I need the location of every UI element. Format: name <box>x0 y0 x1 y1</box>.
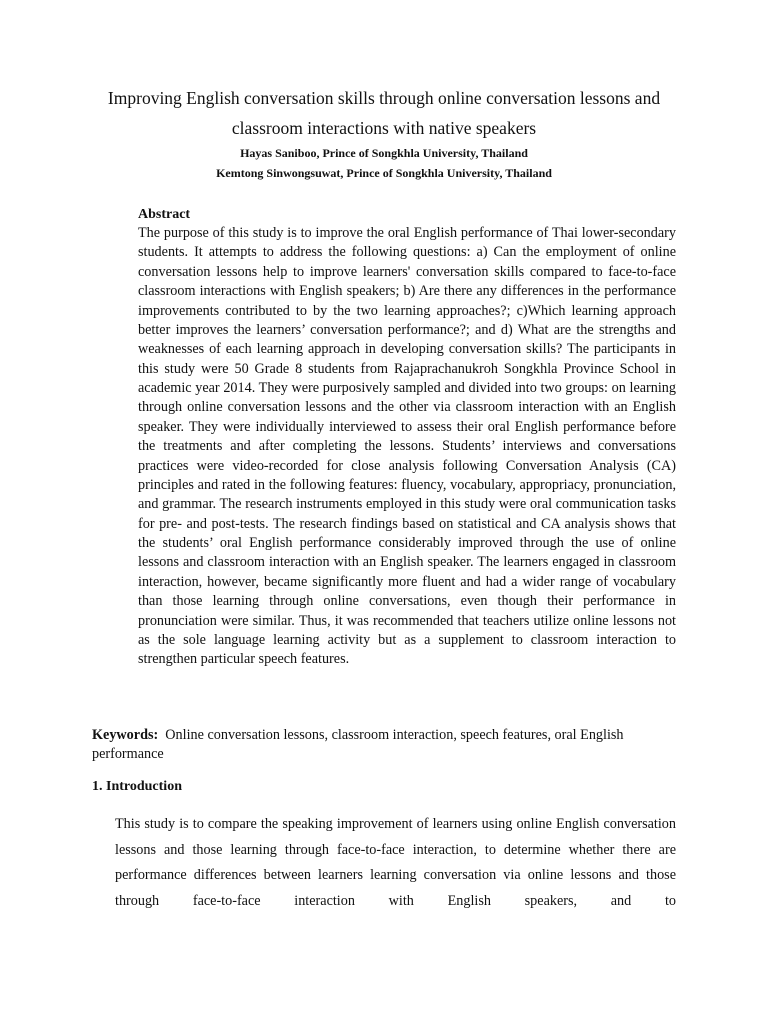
keywords-text: Online conversation lessons, classroom interaction, speech features, oral English performance <box>92 727 624 762</box>
keywords-label: Keywords: <box>92 727 159 743</box>
paper-title-line-2: classroom interactions with native speakers <box>231 118 537 138</box>
section-heading-introduction: 1. Introduction <box>92 779 182 794</box>
abstract-heading: Abstract <box>138 207 191 222</box>
introduction-text: This study is to compare the speaking improvement of learners using online English conversation lessons and those learning through face-to-face interaction, to determine whether there are performance differences between learners learning conversation via online lessons and those through face-to-face interaction with English speakers, and to <box>115 816 676 909</box>
author-2: Kemtong Sinwongsuwat, Prince of Songkhla University, Thailand <box>216 166 552 180</box>
abstract-text: The purpose of this study is to improve the oral English performance of Thai lower-secondary students. It attempts to address the following questions: a) Can the employment of online conversation lessons help to improve learners' conversation skills compared to face-to-face classroom interactions with English speakers; b) Are there any differences in the performance improvements contributed to by the two learning approaches?; c)Which learning approach better improves the learners’ conversation performance?; and d) What are the strengths and weaknesses of each learning approach in developing conversation skills? The participants in this study were 50 Grade 8 students from Rajaprachanukroh Songkhla Province School in academic year 2014. They were purposively sampled and divided into two groups: on learning through online conversation lessons and the other via classroom interaction with an English speaker. They were individually interviewed to assess their oral English performance before the treatments and after completing the lessons. Students’ interviews and conversations practices were video-recorded for close analysis following Conversation Analysis (CA) principles and rated in the following features: fluency, vocabulary, appropriacy, pronunciation, and grammar. The research instruments employed in this study were oral communication tasks for pre- and post-tests. The research findings based on statistical and CA analysis shows that the students’ oral English performance considerably improved through the use of online lessons and classroom interaction with an English speaker. The learners engaged in classroom interaction, however, became significantly more fluent and had a wider range of vocabulary than those learning through online conversations, even though their performance in pronunciation were similar. Thus, it was recommended that teachers utilize online lessons not as the sole language learning activity but as a supplement to classroom interaction to strengthen particular speech features. <box>138 225 676 668</box>
abstract-block <box>138 205 676 670</box>
paper-title-line-1: Improving English conversation skills through online conversation lessons and <box>107 88 661 108</box>
author-1: Hayas Saniboo, Prince of Songkhla University, Thailand <box>240 146 528 160</box>
keywords-line <box>92 726 676 764</box>
